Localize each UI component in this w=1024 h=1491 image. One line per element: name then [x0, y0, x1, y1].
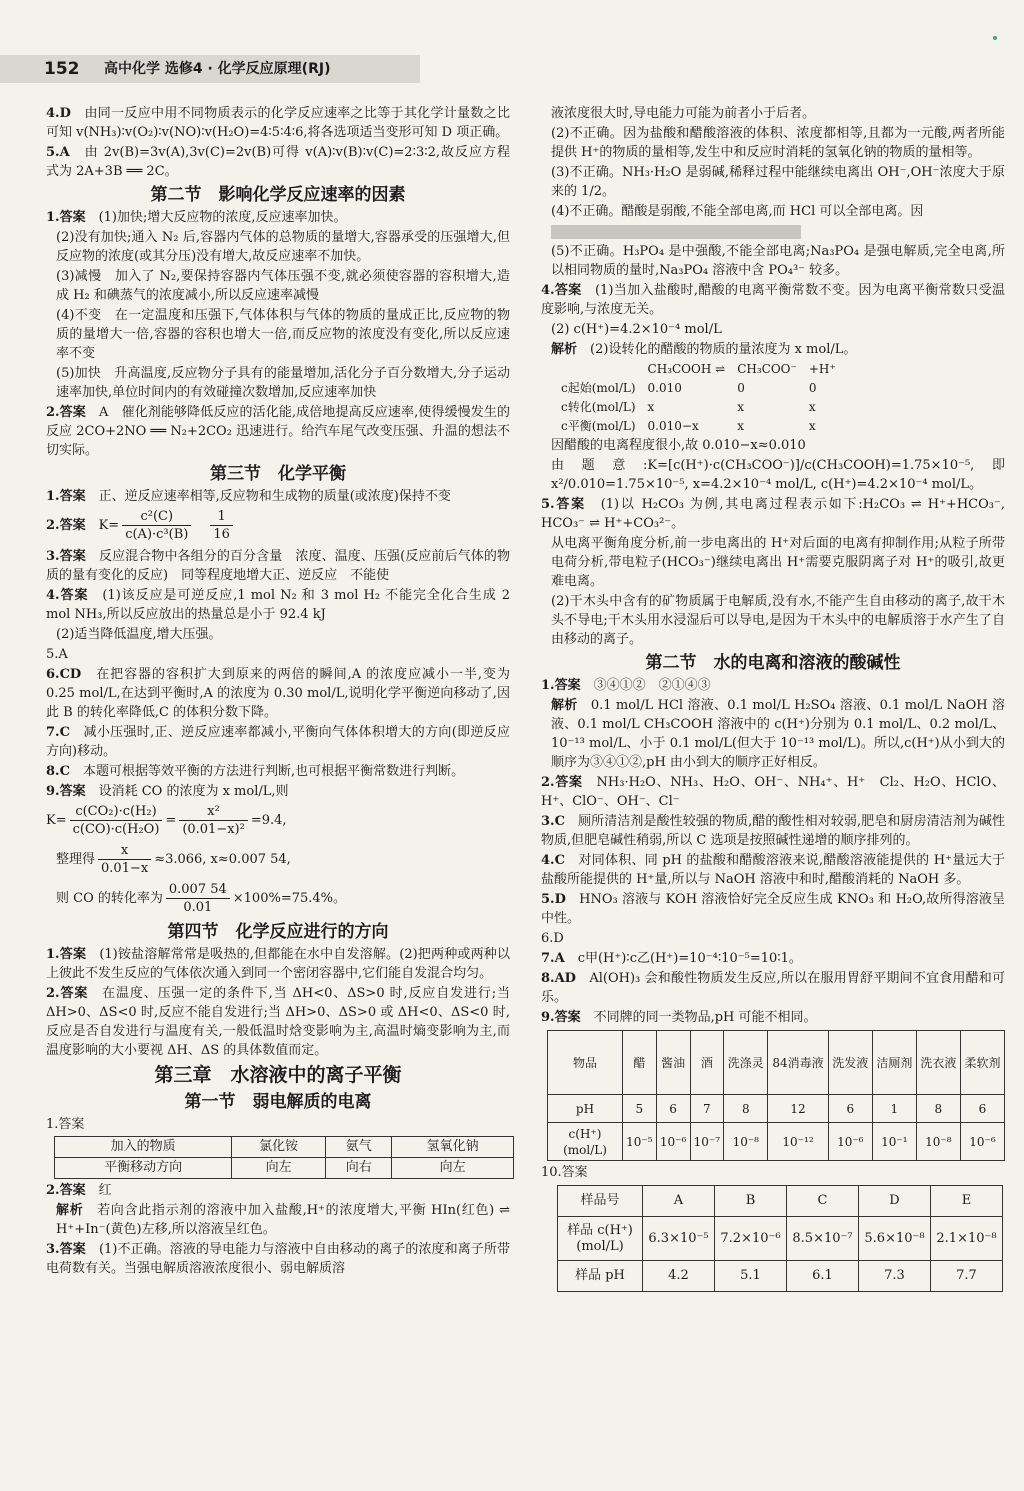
s2-answer-1-2: (2)没有加快;通入 N₂ 后,容器内气体的总物质的量增大,容器承受的压强增大,但反应物的浓度(或其分压)没有增大,故反应速率不加快。 [56, 230, 510, 264]
formula-k: K= $\frac{\text{c(CO₂)·c(H₂)}}{\text{c(CO)·c(H₂O)}}$ = $\frac{\text{x²}}{\text{(0.01−x)²}}$ =9.4, [46, 804, 287, 837]
s32-answer-8: 8.AD Al(OH)₃ 会和酸性物质发生反应,所以在服用胃舒平期间不宜食用醋和可乐。 [541, 971, 1005, 1005]
formula-conversion: 则 CO 的转化率为 $\frac{0.007 54}{0.01}$ ×100%=75.4%。 [56, 882, 347, 915]
s3-answer-7: 7.C 减小压强时,正、逆反应速率都减小,平衡向气体体积增大的方向(即逆反应方向)移动。 [46, 725, 510, 759]
section-title: 第二节 水的电离和溶液的酸碱性 [645, 653, 901, 673]
para-4: (4)不正确。醋酸是弱酸,不能全部电离,而 HCl 可以全部电离。因 [551, 204, 924, 219]
s32-answer-10: 10.答案 [541, 1165, 588, 1180]
answer-5a: 5.A 由 2v(B)=3v(A),3v(C)=2v(B)可得 v(A)∶v(B)∶v(C)=2∶3∶2,故反应方程式为 2A+3B ══ 2C。 [46, 145, 510, 179]
s3-answer-1: 1.答案 正、逆反应速率相等,反应物和生成物的质量(或浓度)保持不变 [46, 489, 451, 504]
s2-answer-1: 1.答案 (1)加快;增大反应物的浓度,反应速率加快。 [46, 210, 347, 225]
section-title: 第三节 化学平衡 [210, 464, 346, 484]
table-row: 样品号 A B C D E [558, 1186, 1003, 1217]
s3-answer-5: 5.A [46, 647, 68, 662]
table-row: 平衡移动方向 向左 向右 向左 [55, 1158, 514, 1179]
s2-answer-1-5: (5)加快 升高温度,反应物分子具有的能量增加,活化分子百分数增大,分子运动速率加快,单位时间内的有效碰撞次数增加,反应速率加快 [56, 366, 510, 400]
c3-answer-2-analysis: 解析 若向含此指示剂的溶液中加入盐酸,H⁺的浓度增大,平衡 HIn(红色) ⇌ H⁺+In⁻(黄色)左移,所以溶液呈红色。 [56, 1203, 510, 1237]
section-title: 第四节 化学反应进行的方向 [167, 922, 389, 942]
c3-answer-3: 3.答案 (1)不正确。溶液的导电能力与溶液中自由移动的离子的浓度和离子所带电荷数有关。当强电解质溶液浓度很小、弱电解质溶 [46, 1242, 510, 1276]
s32-answer-6: 6.D [541, 931, 564, 946]
c3-answer-2: 2.答案 红 [46, 1183, 112, 1198]
c3-answer-4-analysis: 解析 (2)设转化的醋酸的物质的量浓度为 x mol/L。 [551, 342, 857, 357]
section-title: 第二节 影响化学反应速率的因素 [150, 185, 406, 205]
s3-answer-2: 2.答案 K= $\frac{\text{c²(C)}}{\text{c(A)·c³(B)}}$ $\frac{1}{16}$ [46, 508, 510, 543]
section-title: 第一节 弱电解质的电离 [184, 1092, 372, 1112]
k-calc: 由题意:K=[c(H⁺)·c(CH₃COO⁻)]/c(CH₃COOH)=1.75×10⁻⁵,即 x²/0.010=1.75×10⁻⁵, x=4.2×10⁻⁴ mol/L, c(H⁺)=4.2×10⁻⁴ mol/L。 [551, 458, 1005, 492]
page-header [0, 55, 420, 83]
ph-table [547, 1030, 1005, 1161]
s4-answer-1: 1.答案 (1)铵盐溶解常常是吸热的,但都能在水中自发溶解。(2)把两种或两种以上彼此不发生反应的气体依次通入到同一个密闭容器中,它们能自发混合均匀。 [46, 947, 510, 981]
s4-answer-2: 2.答案 在温度、压强一定的条件下,当 ΔH<0、ΔS>0 时,反应自发进行;当 ΔH>0、ΔS<0 时,反应不能自发进行;当 ΔH>0、ΔS>0 或 ΔH<0、ΔS<0 时,反应是否自发进行与温度有关,一般低温时焓变影响为主,高温时熵变影响为主,而温度影响的大小要视 ΔH、ΔS 的具体数值而定。 [46, 986, 510, 1058]
s3-answer-6: 6.CD 在把容器的容积扩大到原来的两倍的瞬间,A 的浓度应减小一半,变为 0.25 mol/L,在达到平衡时,A 的浓度为 0.30 mol/L,说明化学平衡逆向移动了,因此 B 的转化率降低,C 的体积分数下降。 [46, 667, 510, 720]
equilibrium-shift-table [54, 1136, 514, 1179]
c3-answer-4: 4.答案 (1)当加入盐酸时,醋酸的电离平衡常数不变。因为电离平衡常数只受温度影响,与浓度无关。 [541, 283, 1005, 317]
table-row: 物品 醋 酱油 酒 洗涤灵 84消毒液 洗发液 洁厕剂 洗衣液 柔软剂 [548, 1031, 1005, 1095]
s32-answer-2: 2.答案 NH₃·H₂O、NH₃、H₂O、OH⁻、NH₄⁺、H⁺ Cl₂、H₂O、HClO、H⁺、ClO⁻、OH⁻、Cl⁻ [541, 775, 1005, 809]
s32-answer-1: 1.答案 ③④①② ②①④③ [541, 678, 711, 693]
c3-answer-4-2: (2) c(H⁺)=4.2×10⁻⁴ mol/L [551, 322, 722, 337]
s3-answer-8: 8.C 本题可根据等效平衡的方法进行判断,也可根据平衡常数进行判断。 [46, 764, 465, 779]
c3-answer-1: 1.答案 [46, 1117, 85, 1132]
s3-answer-3: 3.答案 反应混合物中各组分的百分含量 浓度、温度、压强(反应前后气体的物质的量有变化的反应) 同等程度地增大正、逆反应 不能使 [46, 549, 510, 583]
s32-answer-5: 5.D HNO₃ 溶液与 KOH 溶液恰好完全反应生成 KNO₃ 和 H₂O,故所得溶液呈中性。 [541, 892, 1005, 926]
right-column [541, 104, 1005, 1292]
continued-text: 液浓度很大时,导电能力可能为前者小于后者。 [551, 106, 816, 121]
table-row: c(H⁺)(mol/L) 10⁻⁵ 10⁻⁶ 10⁻⁷ 10⁻⁸ 10⁻¹² 10⁻⁶ 10⁻¹ 10⁻⁸ 10⁻⁶ [548, 1123, 1005, 1161]
fraction: $\frac{\text{c²(C)}}{\text{c(A)·c³(B)}}$ [122, 508, 191, 543]
smudge [551, 225, 801, 239]
book-title: 高中化学 选修4 · 化学反应原理(RJ) [104, 61, 331, 77]
formula-arrange: 整理得 $\frac{x}{0.01-x}$ ≈3.066, x≈0.007 54, [56, 843, 291, 876]
s32-answer-4: 4.C 对同体积、同 pH 的盐酸和醋酸溶液来说,醋酸溶液能提供的 H⁺量远大于盐酸所能提供的 H⁺量,所以与 NaOH 溶液中和时,醋酸消耗的 NaOH 多。 [541, 853, 1005, 887]
page-number: 152 [44, 59, 80, 79]
s32-answer-3: 3.C 厕所清洁剂是酸性较强的物质,醋的酸性相对较弱,肥皂和厨房清洁剂为碱性物质,但肥皂碱性稍弱,所以 C 选项是按照碱性递增的顺序排列的。 [541, 814, 1005, 848]
answer-4d: 4.D 由同一反应中用不同物质表示的化学反应速率之比等于其化学计量数之比可知 v(NH₃)∶v(O₂)∶v(NO)∶v(H₂O)=4∶5∶4∶6,将各选项适当变形可知 D 项正确。 [46, 106, 510, 140]
left-column [46, 104, 510, 1279]
table-row: 加入的物质 氯化铵 氨气 氢氧化钠 [55, 1137, 514, 1158]
s2-answer-2: 2.答案 A 催化剂能够降低反应的活化能,成倍地提高反应速率,使得缓慢发生的反应 2CO+2NO ══ N₂+2CO₂ 迅速进行。给汽车尾气改变压强、升温的想法不切实际。 [46, 405, 510, 458]
smudged-line [541, 222, 1005, 241]
c3-answer-5: 5.答案 (1)以 H₂CO₃ 为例,其电离过程表示如下:H₂CO₃ ⇌ H⁺+HCO₃⁻, HCO₃⁻ ⇌ H⁺+CO₃²⁻。 [541, 497, 1005, 531]
corner-dot [993, 36, 997, 40]
para-2: (2)不正确。因为盐酸和醋酸溶液的体积、浓度都相等,且都为一元酸,两者所能提供 H⁺的物质的量相等,发生中和反应时消耗的氢氧化钠的物质的量相等。 [551, 126, 1005, 160]
c3-answer-5-3: (2)干木头中含有的矿物质属于电解质,没有水,不能产生自由移动的离子,故干木头不导电;干木头用水浸湿后可以导电,是因为干木头中的电解质溶于水产生了自由移动的离子。 [551, 594, 1005, 647]
s32-answer-1-analysis: 解析 0.1 mol/L HCl 溶液、0.1 mol/L H₂SO₄ 溶液、0.1 mol/L NaOH 溶液、0.1 mol/L CH₃COOH 溶液中的 c(H⁺)分别为 0.1 mol/L、0.2 mol/L、10⁻¹³ mol/L、小于 0.1 mol/L(但大于 10⁻¹³ mol/L)。所以,c(H⁺)从小到大的顺序为③④①②,pH 由小到大的顺序正好相反。 [551, 698, 1005, 770]
s2-answer-1-3: (3)减慢 加入了 N₂,要保持容器内气体压强不变,就必须使容器的容积增大,造成 H₂ 和碘蒸气的浓度减小,所以反应速率减慢 [56, 269, 510, 303]
s32-answer-7: 7.A c甲(H⁺)∶c乙(H⁺)=10⁻⁴∶10⁻⁵=10∶1。 [541, 951, 802, 966]
s2-answer-1-4: (4)不变 在一定温度和压强下,气体体积与气体的物质的量成正比,反应物的物质的量增大一倍,容器的容积也增大一倍,而反应物的浓度没有变化,所以反应速率不变 [56, 308, 510, 361]
s3-answer-4b: (2)适当降低温度,增大压强。 [56, 627, 222, 642]
table-row: 样品 pH 4.2 5.1 6.1 7.3 7.7 [558, 1261, 1003, 1292]
para-5: (5)不正确。H₃PO₄ 是中强酸,不能全部电离;Na₃PO₄ 是强电解质,完全电离,所以相同物质的量时,Na₃PO₄ 溶液中含 PO₄³⁻ 较多。 [551, 244, 1005, 278]
table-row: pH 5 6 7 8 12 6 1 8 6 [548, 1095, 1005, 1123]
s32-answer-9: 9.答案 不同牌的同一类物品,pH 可能不相同。 [541, 1010, 817, 1025]
approx: 因醋酸的电离程度很小,故 0.010−x≈0.010 [551, 438, 806, 453]
fraction: $\frac{1}{16}$ [210, 508, 233, 543]
equilibrium-calc: CH₃COOH ⇌ CH₃COO⁻ +H⁺ c起始(mol/L) 0.010 0 0 c转化(mol/L) x x x c平衡(mol/L) 0.010−x x x [561, 362, 836, 433]
s3-answer-9: 9.答案 设消耗 CO 的浓度为 x mol/L,则 [46, 784, 289, 799]
s3-answer-4: 4.答案 (1)该反应是可逆反应,1 mol N₂ 和 3 mol H₂ 不能完全化合生成 2 mol NH₃,所以反应放出的热量总是小于 92.4 kJ [46, 588, 510, 622]
sample-table [557, 1185, 1003, 1292]
c3-answer-5-2: 从电离平衡角度分析,前一步电离出的 H⁺对后面的电离有抑制作用;从粒子所带电荷分析,带电粒子(HCO₃⁻)继续电离出 H⁺需要克服阴离子对 H⁺的吸引,故更难电离。 [551, 536, 1005, 589]
table-row: 样品 c(H⁺)(mol/L) 6.3×10⁻⁵ 7.2×10⁻⁶ 8.5×10⁻⁷ 5.6×10⁻⁸ 2.1×10⁻⁸ [558, 1217, 1003, 1261]
chapter-title: 第三章 水溶液中的离子平衡 [154, 1064, 402, 1086]
para-3: (3)不正确。NH₃·H₂O 是弱碱,稀释过程中能继续电离出 OH⁻,OH⁻浓度大于原来的 1/2。 [551, 165, 1005, 199]
